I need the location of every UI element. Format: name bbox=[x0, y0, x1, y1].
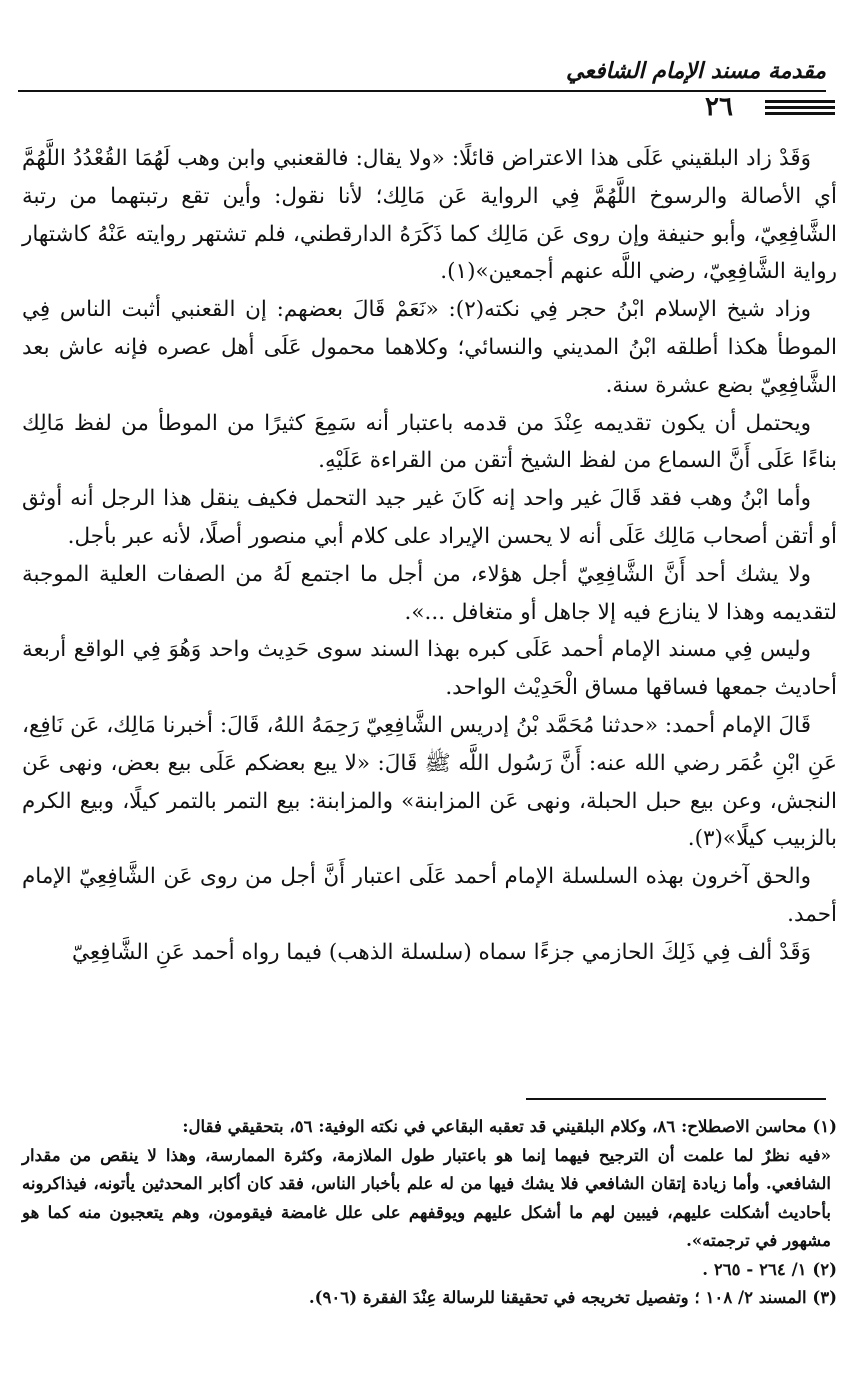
footnote-1-body: «فيه نظرٌ لما علمت أن الترجيح فيهما إنما هو باعتبار طول الملازمة، وكثرة الممارسة، وهذا لا ينقص من مقدار الشافعي. وأما زيادة إتقان الشافعي فلا يشك فيها من له علم بأخبار الناس، فقد كان أكابر المحدثين يأتونه، فيذاكرونه بأحاديث أشكلت عليهم، فيبين لهم ما أشكل عليهم ويوقفهم على علل غامضة فيقومون، وهم يتعجبون منه كما هو مشهور في ترجمته». bbox=[22, 1144, 831, 1250]
footnote-separator bbox=[526, 1098, 826, 1100]
paragraph: قَالَ الإمام أحمد: «حدثنا مُحَمَّد بْنُ إدريس الشَّافِعِيّ رَحِمَهُ اللهُ، قَالَ: أخبرنا مَالِك، عَن نَافِع، عَنِ ابْنِ عُمَر رضي الله عنه: أَنَّ رَسُول اللَّه ﷺ قَالَ: «لا يبع بعضكم عَلَى بيع بعض، ونهى عَن النجش، وعن بيع حبل الحبلة، ونهى عَن المزابنة» والمزابنة: بيع التمر بالتمر كيلًا، وبيع الكرم بالزبيب كيلًا»(٣). bbox=[22, 712, 837, 852]
paragraph: وَقَدْ زاد البلقيني عَلَى هذا الاعتراض قائلًا: «ولا يقال: فالقعنبي وابن وهب لَهُمَا القُعْدُدُ اللَّهُمَّ أي الأصالة والرسوخ اللَّهُمَّ فِي الرواية عَن مَالِك؛ لأنا نقول: وأين تقع رتبتهما من رتبة الشَّافِعِيّ، وأبو حنيفة وإن روى عَن مَالِك كما ذَكَرَهُ الدارقطني، فلم تشتهر روايته عَنْهُ كاشتهار رواية الشَّافِعِيّ، رضي اللَّه عنهم أجمعين»(١). bbox=[22, 146, 837, 285]
page-number-ornament bbox=[765, 100, 835, 118]
footnote-2: (٢) ١/ ٢٦٤ - ٢٦٥ . bbox=[702, 1258, 837, 1279]
footnote-1-head: (١) محاسن الاصطلاح: ٨٦، وكلام البلقيني قد تعقبه البقاعي في نكته الوفية: ٥٦، بتحقيقي فقال: bbox=[182, 1116, 837, 1136]
footnotes bbox=[22, 1112, 837, 1312]
paragraph: والحق آخرون بهذه السلسلة الإمام أحمد عَلَى اعتبار أَنَّ أجل من روى عَن الشَّافِعِيّ الإمام أحمد. bbox=[22, 864, 837, 927]
paragraph: وزاد شيخ الإسلام ابْنُ حجر فِي نكته(٢): «نَعَمْ قَالَ بعضهم: إن القعنبي أثبت الناس فِي الموطأ هكذا أطلقه ابْنُ المديني والنسائي؛ وكلاهما محمول عَلَى أهل عصره فإنه عاش بعد الشَّافِعِيّ بضع عشرة سنة. bbox=[22, 297, 837, 398]
footnote-3: (٣) المسند ٢/ ١٠٨ ؛ وتفصيل تخريجه في تحقيقنا للرسالة عِنْدَ الفقرة (٩٠٦). bbox=[308, 1287, 837, 1307]
paragraph: وَقَدْ ألف فِي ذَلِكَ الحازمي جزءًا سماه (سلسلة الذهب) فيما رواه أحمد عَنِ الشَّافِعِيّ bbox=[71, 939, 811, 965]
running-title: مقدمة مسند الإمام الشافعي bbox=[566, 58, 826, 84]
paragraph: وأما ابْنُ وهب فقد قَالَ غير واحد إنه كَانَ غير جيد التحمل فكيف ينقل هذا الرجل أنه أوثق أو أتقن أصحاب مَالِك عَلَى أنه لا يحسن الإيراد على كلام أبي منصور أصلًا، لأنه عبر بأجل. bbox=[22, 486, 837, 549]
paragraph: ويحتمل أن يكون تقديمه عِنْدَ من قدمه باعتبار أنه سَمِعَ كثيرًا من الموطأ من لفظ مَالِك بناءًا عَلَى أَنَّ السماع من لفظ الشيخ أتقن من القراءة عَلَيْهِ. bbox=[22, 410, 837, 474]
paragraph: وليس فِي مسند الإمام أحمد عَلَى كبره بهذا السند سوى حَدِيث واحد وَهُوَ فِي الواقع أربعة أحاديث جمعها فساقها مساق الْحَدِيْث الواحد. bbox=[22, 637, 837, 701]
paragraph: ولا يشك أحد أَنَّ الشَّافِعِيّ أجل هؤلاء، من أجل ما اجتمع لَهُ من الصفات العلية الموجبة لتقديمه وهذا لا ينازع فيه إلا جاهل أو متغافل ...». bbox=[22, 561, 837, 625]
page-number: ٢٦ bbox=[705, 92, 733, 122]
main-text bbox=[22, 140, 837, 972]
